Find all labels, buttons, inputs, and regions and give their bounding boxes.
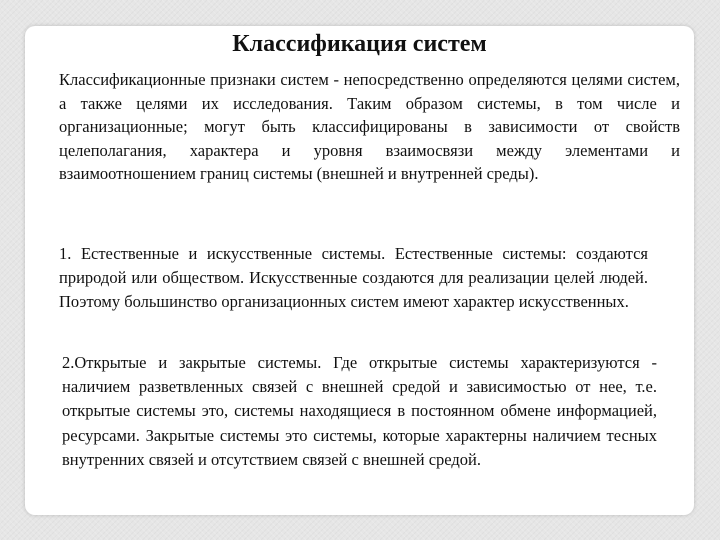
paragraph-open-closed-systems: 2.Открытые и закрытые системы. Где открытые системы характеризуются - наличием разветвленных связей с внешней средой и зависимостью от нее, т.е. открытые системы это, системы находящиеся в постоянном обмене информацией, ресурсами. Закрытые системы это системы, которые характерны наличием тесных внутренних связей и отсутствием связей с внешней средой.: [62, 353, 657, 469]
paragraph-classification-criteria: Классификационные признаки систем - непосредственно определяются целями систем, а также целями их исследования. Таким образом системы, в том числе и организационные; могут быть классифицированы в зависимости от свойств целеполагания, характера и уровня взаимосвязи между элементами и взаимоотношением границ системы (внешней и внутренней среды).: [59, 70, 680, 183]
slide-card: [25, 26, 694, 515]
slide-title: Классификация систем: [232, 31, 487, 57]
paragraph-natural-artificial-systems: 1. Естественные и искусственные системы. Естественные системы: создаются природой или обществом. Искусственные создаются для реализации целей людей. Поэтому большинство организационных систем имеют характер искусственных.: [59, 244, 648, 311]
